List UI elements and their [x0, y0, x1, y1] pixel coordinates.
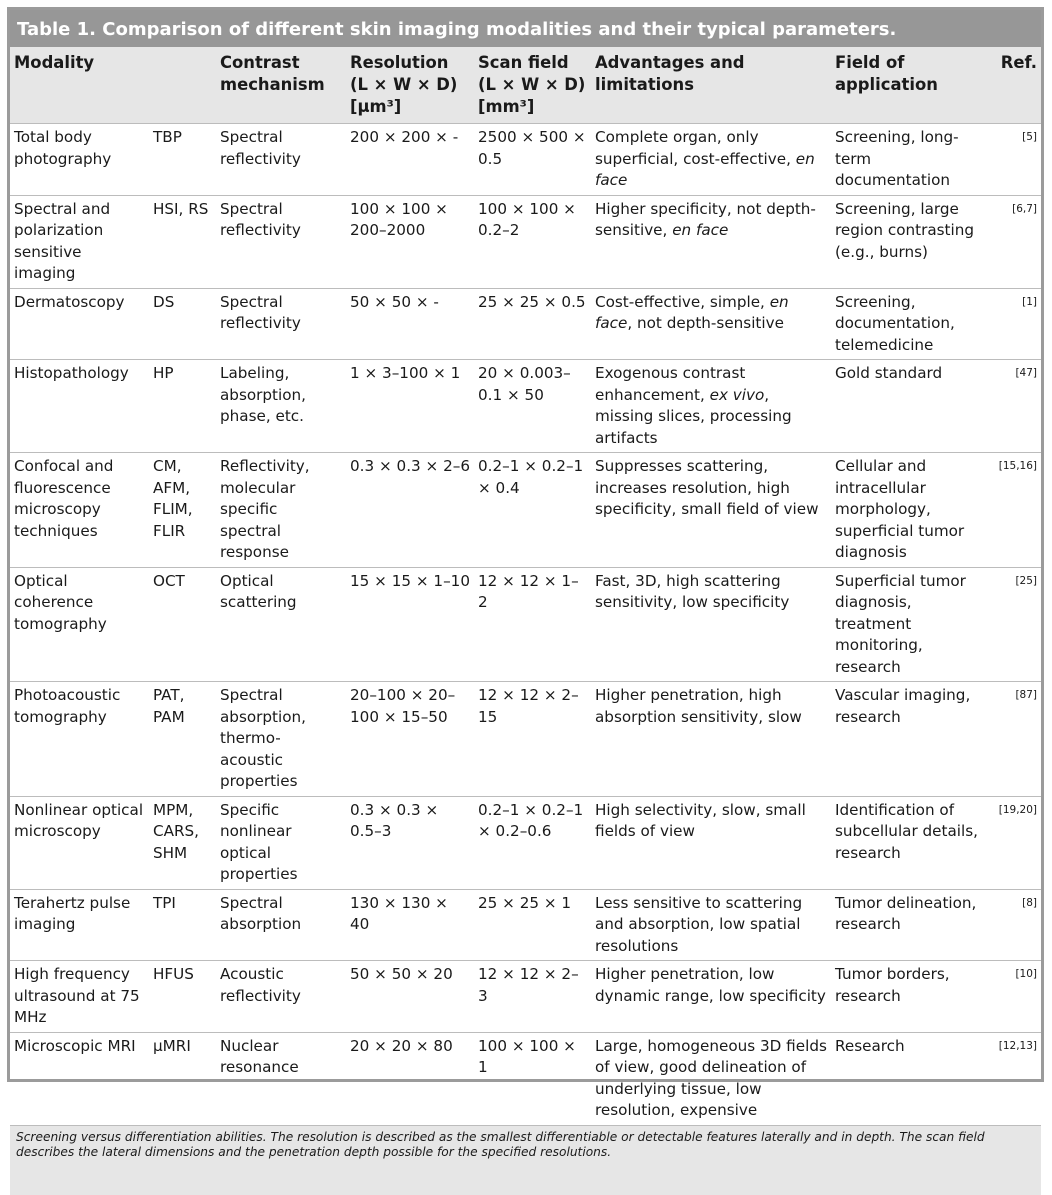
resolution-cell: 15 × 15 × 1–10 [350, 571, 470, 590]
modality-cell: Photoacoustic tomography [14, 686, 121, 726]
advantages-text-part: Higher penetration, high absorption sensitivity, slow [595, 686, 802, 726]
header-contrast: Contrast mechanism [220, 53, 325, 94]
advantages-cell [591, 453, 831, 568]
header-modality: Modality [14, 53, 95, 72]
header-resolution-line3: [µm³] [350, 97, 402, 116]
modality-cell: High frequency ultrasound at 75 MHz [14, 965, 140, 1026]
scan-field-cell: 100 × 100 × 0.2–2 [478, 199, 576, 239]
resolution-cell: 20–100 × 20–100 × 15–50 [350, 686, 456, 726]
modality-cell: Terahertz pulse imaging [14, 893, 131, 933]
modality-cell: Microscopic MRI [14, 1036, 136, 1055]
field-cell: Screening, large region contrasting (e.g., burns) [835, 199, 974, 261]
abbreviation-cell: PAT, PAM [153, 686, 185, 726]
advantages-text-part: Exogenous contrast enhancement, [595, 364, 746, 404]
advantages-text-part: Less sensitive to scattering and absorption, low spatial resolutions [595, 893, 803, 955]
scan-field-cell: 0.2–1 × 0.2–1 × 0.4 [478, 457, 584, 497]
scan-field-cell: 12 × 12 × 1–2 [478, 571, 579, 611]
ref-cell: [8] [1022, 896, 1037, 909]
advantages-cell [591, 360, 831, 453]
abbreviation-cell: HFUS [153, 965, 194, 983]
contrast-cell: Specific nonlinear optical properties [220, 800, 298, 883]
abbreviation-cell: HP [153, 364, 174, 382]
advantages-cell [591, 124, 831, 196]
field-cell: Tumor borders, research [835, 965, 950, 1005]
scan-field-cell: 20 × 0.003–0.1 × 50 [478, 364, 571, 404]
advantages-text-part: , not depth-sensitive [627, 314, 784, 332]
modality-cell: Spectral and polarization sensitive imaging [14, 199, 111, 282]
contrast-cell: Reflectivity, molecular specific spectral response [220, 457, 310, 561]
header-resolution [346, 47, 474, 124]
abbreviation-cell: OCT [153, 571, 185, 590]
advantages-cell [591, 889, 831, 961]
header-scan-line1: Scan field [478, 53, 569, 72]
modality-cell: Dermatoscopy [14, 292, 125, 311]
resolution-cell: 1 × 3–100 × 1 [350, 364, 461, 382]
table-body [10, 124, 1041, 1125]
resolution-cell: 50 × 50 × - [350, 292, 439, 311]
modalities-table [10, 47, 1041, 1125]
header-resolution-line2: (L × W × D) [350, 75, 458, 94]
ref-cell: [87] [1015, 689, 1037, 701]
advantages-text-part: High selectivity, slow, small fields of view [595, 800, 806, 840]
header-ref: Ref. [1000, 53, 1037, 72]
modality-cell: Histopathology [14, 364, 129, 382]
abbreviation-cell: TPI [153, 893, 176, 912]
contrast-cell: Spectral absorption, thermo-acoustic properties [220, 686, 306, 790]
contrast-cell: Spectral absorption [220, 893, 302, 933]
ref-cell: [12,13] [998, 1039, 1037, 1052]
contrast-cell: Labeling, absorption, phase, etc. [220, 364, 306, 425]
advantages-cell [591, 195, 831, 288]
ref-cell: [15,16] [998, 460, 1037, 472]
ref-cell: [19,20] [998, 803, 1037, 816]
abbreviation-cell: DS [153, 292, 175, 311]
header-scan-field [474, 47, 591, 124]
ref-cell: [47] [1015, 367, 1037, 379]
table-frame [7, 7, 1044, 1159]
field-cell: Tumor delineation, research [835, 893, 977, 933]
field-cell: Screening, documentation, telemedicine [835, 292, 955, 354]
table-footnote: Screening versus differentiation abilities. The resolution is described as the smallest differentiable or detectable features laterally and in depth. The scan field describes the lateral dimensions and the penetration depth possible for the specified resolutions. [10, 1125, 1041, 1195]
advantages-cell [591, 567, 831, 682]
resolution-cell: 0.3 × 0.3 × 2–6 [350, 457, 470, 475]
abbreviation-cell: HSI, RS [153, 199, 209, 218]
advantages-text-part: Cost-effective, simple, [595, 292, 770, 311]
ref-cell: [1] [1022, 295, 1037, 308]
header-resolution-line1: Resolution [350, 53, 449, 72]
advantages-text-part: Fast, 3D, high scattering sensitivity, low specificity [595, 571, 790, 611]
table-row [10, 288, 1041, 360]
scan-field-cell: 0.2–1 × 0.2–1 × 0.2–0.6 [478, 800, 584, 840]
scan-field-cell: 25 × 25 × 1 [478, 893, 572, 912]
header-advantages: Advantages and limitations [595, 53, 745, 94]
table-row [10, 961, 1041, 1033]
resolution-cell: 130 × 130 × 40 [350, 893, 448, 933]
table-row [10, 1032, 1041, 1125]
advantages-text-part: Higher penetration, low dynamic range, low specificity [595, 965, 826, 1005]
ref-cell: [6,7] [1012, 202, 1037, 215]
advantages-text-part: Complete organ, only superficial, cost-effective, [595, 128, 796, 168]
advantages-cell [591, 1032, 831, 1125]
advantages-text-part: en face [595, 292, 789, 332]
advantages-text-part: Suppresses scattering, increases resolution, high specificity, small field of view [595, 457, 819, 518]
header-scan-line3: [mm³] [478, 97, 535, 116]
advantages-cell [591, 288, 831, 360]
advantages-cell [591, 682, 831, 797]
modality-cell: Confocal and fluorescence microscopy techniques [14, 457, 114, 540]
advantages-text-part: en face [595, 149, 815, 189]
abbreviation-cell: CM, AFM, FLIM, FLIR [153, 457, 193, 540]
field-cell: Research [835, 1036, 905, 1055]
header-field: Field of application [835, 53, 938, 94]
abbreviation-cell: MPM, CARS, SHM [153, 800, 200, 862]
advantages-text-part: Higher specificity, not depth-sensitive, [595, 199, 816, 239]
ref-cell: [5] [1022, 131, 1037, 143]
scan-field-cell: 12 × 12 × 2–15 [478, 686, 579, 726]
table-row [10, 567, 1041, 682]
contrast-cell: Optical scattering [220, 571, 297, 611]
table-title: Table 1. Comparison of different skin imaging modalities and their typical parameters. [10, 10, 1041, 47]
table-row [10, 682, 1041, 797]
resolution-cell: 50 × 50 × 20 [350, 965, 453, 983]
resolution-cell: 20 × 20 × 80 [350, 1036, 453, 1055]
resolution-cell: 200 × 200 × - [350, 128, 459, 146]
contrast-cell: Spectral reflectivity [220, 128, 301, 168]
contrast-cell: Nuclear resonance [220, 1036, 299, 1076]
header-row [10, 47, 1041, 124]
table-row [10, 796, 1041, 889]
contrast-cell: Spectral reflectivity [220, 292, 301, 332]
scan-field-cell: 2500 × 500 × 0.5 [478, 128, 586, 168]
field-cell: Screening, long-term documentation [835, 128, 959, 189]
table-row [10, 453, 1041, 568]
modality-cell: Optical coherence tomography [14, 571, 107, 633]
field-cell: Gold standard [835, 364, 943, 382]
table-row [10, 195, 1041, 288]
abbreviation-cell: TBP [153, 128, 182, 146]
scan-field-cell: 100 × 100 × 1 [478, 1036, 576, 1076]
advantages-cell [591, 961, 831, 1033]
table-row [10, 360, 1041, 453]
field-cell: Identification of subcellular details, research [835, 800, 978, 862]
modality-cell: Total body photography [14, 128, 112, 168]
advantages-cell [591, 796, 831, 889]
ref-cell: [25] [1015, 574, 1037, 587]
contrast-cell: Acoustic reflectivity [220, 965, 301, 1005]
abbreviation-cell: µMRI [153, 1036, 191, 1055]
field-cell: Cellular and intracellular morphology, superficial tumor diagnosis [835, 457, 965, 561]
advantages-text-part: Large, homogeneous 3D fields of view, good delineation of underlying tissue, low resolution, expensive [595, 1036, 827, 1119]
resolution-cell: 0.3 × 0.3 × 0.5–3 [350, 800, 439, 840]
resolution-cell: 100 × 100 × 200–2000 [350, 199, 448, 239]
table-row [10, 124, 1041, 196]
advantages-text-part: , missing slices, processing artifacts [595, 385, 792, 447]
advantages-text-part: en face [672, 221, 729, 239]
modality-cell: Nonlinear optical microscopy [14, 800, 144, 840]
scan-field-cell: 25 × 25 × 0.5 [478, 292, 586, 311]
contrast-cell: Spectral reflectivity [220, 199, 301, 239]
table-row [10, 889, 1041, 961]
field-cell: Vascular imaging, research [835, 686, 971, 726]
ref-cell: [10] [1015, 968, 1037, 980]
field-cell: Superficial tumor diagnosis, treatment monitoring, research [835, 571, 966, 676]
advantages-text-part: ex vivo [709, 385, 765, 404]
scan-field-cell: 12 × 12 × 2–3 [478, 965, 579, 1005]
header-scan-line2: (L × W × D) [478, 75, 586, 94]
